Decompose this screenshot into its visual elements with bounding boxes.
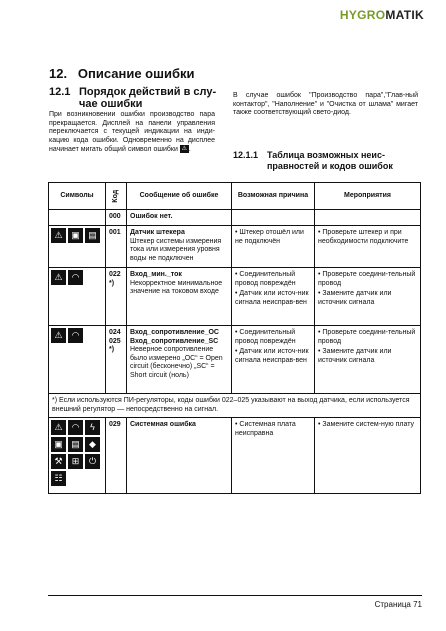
panel-icon: ▤	[68, 437, 83, 452]
table-row: ⚠ ◠ 024 025 *) Вход_сопротивление_OC Вход_сопротивление_SC Неверное сопротивление было измерено „OC“ = Open circuit (бесконечно) „SC“ = Short circuit (ноль) • Соединительный провод повреждён • Датчик или источ-ник сигнала неисправ-вен • Проверьте соедини-тельный провод • Замените датчик или источник сигнала	[49, 326, 421, 394]
table-footnote-row: *) Если используются ПИ-регуляторы, коды ошибки 022–025 указывают на выход датчика, если используется внешний регулятор — непосредственно на сигнал.	[49, 394, 421, 418]
header-symbols: Символы	[49, 183, 106, 210]
footer-divider	[48, 595, 422, 596]
table-row: 000 Ошибок нет.	[49, 210, 421, 226]
intro-paragraph-right: В случае ошибок "Производство пара","Глав-ный контактор", "Наполнение" и "Очистка от шлама" мигает также соответствующий свето-диод.	[233, 92, 418, 117]
display-icon: ▣	[68, 228, 83, 243]
subsubsection-heading: 12.1.1 Таблица возможных неис-правностей и кодов ошибок	[233, 150, 393, 171]
table-row: ⚠ ◠ ϟ ▣ ▤ ◆ ⚒ ⊞ ⏻ ☷ 029 Системная ошибка • Системная плата неисправна • Замените систем-ную плату	[49, 418, 421, 494]
wrench-icon: ⚒	[51, 454, 66, 469]
header-cause: Возможная причина	[232, 183, 315, 210]
panel-icon: ▤	[85, 228, 100, 243]
drop-icon: ◆	[85, 437, 100, 452]
warning-icon: ⚠	[51, 228, 66, 243]
table-header-row	[49, 183, 421, 210]
warning-icon: ⚠	[51, 270, 66, 285]
relay-icon: ⊞	[68, 454, 83, 469]
intro-paragraph-left: При возникновении ошибки производство пара прекращается. Дисплей на панели управления переключается с текущей индикации на инди-кацию кода ошибки. Одновременно на дисплее начинает мигать общий символ ошибки ⚠ .	[49, 111, 215, 154]
table-row: ⚠ ◠ 022 *) Вход_мин._ток Некорректное минимальное значение на токовом входе • Соединительный провод повреждён • Датчик или источ-ник сигнала неисправ-вен • Проверьте соедини-тельный провод • Замените датчик или источник сигнала	[49, 268, 421, 326]
header-code: Код	[106, 183, 127, 210]
header-message: Сообщение об ошибке	[127, 183, 232, 210]
gauge-icon: ◠	[68, 328, 83, 343]
display-icon: ▣	[51, 437, 66, 452]
gauge-icon: ◠	[68, 420, 83, 435]
section-heading: 12. Описание ошибки	[49, 66, 195, 81]
network-icon: ☷	[51, 471, 66, 486]
lightning-icon: ϟ	[85, 420, 100, 435]
header-actions: Мероприятия	[315, 183, 421, 210]
warning-icon: ⚠	[181, 146, 187, 153]
warning-icon: ⚠	[51, 420, 66, 435]
subsection-heading: 12.1 Порядок действий в слу-чае ошибки	[49, 86, 217, 110]
error-table	[48, 182, 421, 494]
gauge-icon: ◠	[68, 270, 83, 285]
page-number: Страница 71	[374, 600, 422, 609]
power-icon: ⏻	[85, 454, 100, 469]
table-row: ⚠ ▣ ▤ 001 Датчик штекера Штекер системы измерения тока или измерения уровня воды не подключен • Штекер отошёл или не подключён • Проверьте штекер и при необходимости подключите	[49, 226, 421, 268]
brand-logo: HYGROMATIK	[339, 8, 424, 22]
warning-icon: ⚠	[51, 328, 66, 343]
